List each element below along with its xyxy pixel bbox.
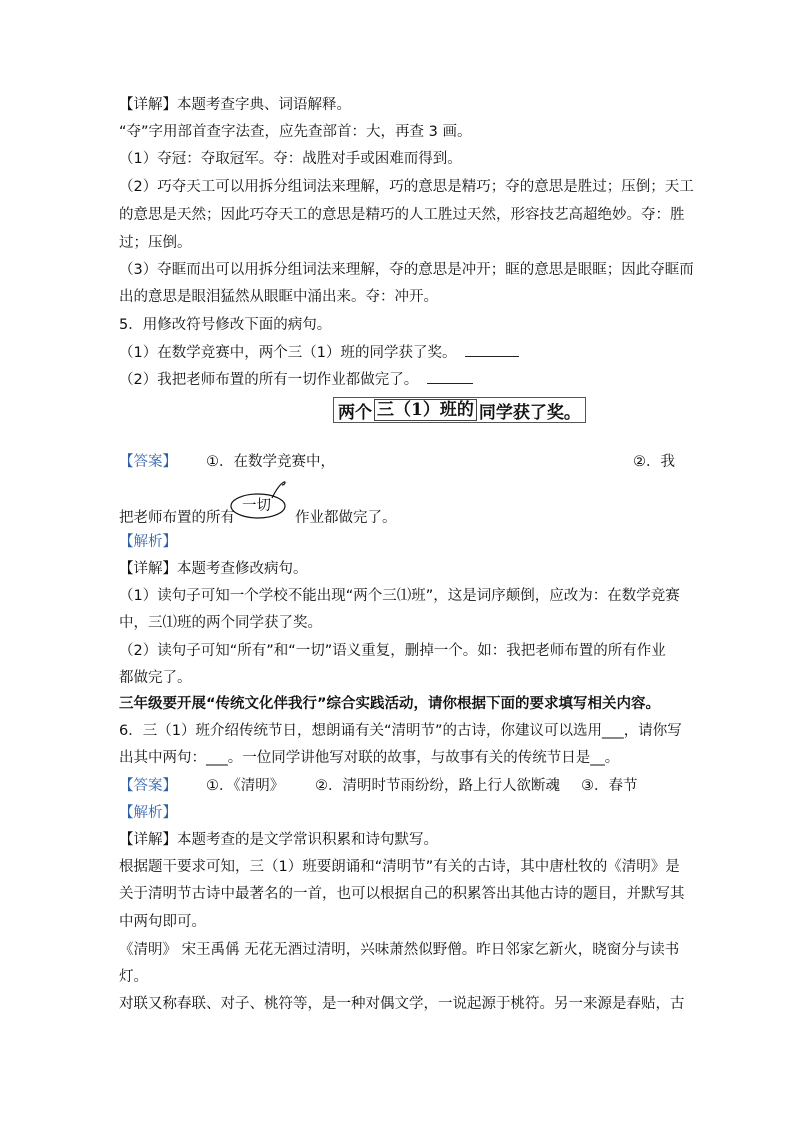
text-line: 对联又称春联、对子、桃符等，是一种对偶文学，一说起源于桃符。另一来源是春贴，古 [119,996,685,1012]
text-line: 【详解】本题考查字典、词语解释。 [119,97,351,113]
answer-text: 把老师布置的所有 [119,510,235,526]
text-line: 灯。 [119,969,148,985]
correction-figure [333,397,586,423]
answer-blank [465,342,519,357]
item-text: （1）在数学竞赛中，两个三（1）班的同学获了奖。 [119,345,457,361]
question-5-item-1 [119,342,519,363]
figure-text: 同学获了奖。 [478,402,581,423]
answer-item-1: ①．在数学竞赛中， [206,454,335,470]
answer-text: 作业都做完了。 [295,510,397,526]
circled-word: 一切 [242,498,271,514]
text-line: 过；压倒。 [119,235,192,251]
text-line: （1）读句子可知一个学校不能出现“两个三⑴班”，这是词序颠倒，应改为：在数学竞赛 [119,588,680,604]
question-5-item-2 [119,369,473,390]
text-line: 中两句即可。 [119,914,206,930]
text-line: 【详解】本题考查修改病句。 [119,561,308,577]
answer-item-2: ②．清明时节雨纷纷，路上行人欲断魂 [315,778,560,794]
text-line: 都做完了。 [119,670,192,686]
analysis-tag: 【解析】 [119,805,177,821]
section-heading: 三年级要开展“传统文化伴我行”综合实践活动，请你根据下面的要求填写相关内容。 [119,696,661,712]
answer-item-1: ①．《清明》 [206,778,285,794]
answer-5-line [119,452,675,472]
text-line: 的意思是天然；因此巧夺天工的意思是精巧的人工胜过天然，形容技艺高超绝妙。夺：胜 [119,207,685,223]
answer-blank [427,369,473,384]
text-line: 出的意思是眼泪猛然从眼眶中涌出来。夺：冲开。 [119,289,438,305]
answer-6-line [119,776,638,796]
text-line: （1）夺冠：夺取冠军。夺：战胜对手或困难而得到。 [119,151,462,167]
text-line: 【详解】本题考查的是文学常识积累和诗句默写。 [119,832,438,848]
question-6-line-2: 出其中两句：___。一位同学讲他写对联的故事，与故事有关的传统节日是__。 [119,750,620,766]
figure-boxed-text: 三（1）班的 [374,399,477,421]
answer-tag: 【答案】 [119,454,177,470]
text-line: 中，三⑴班的两个同学获了奖。 [119,615,322,631]
figure-text: 两个 [338,402,372,423]
answer-item-3: ③．春节 [581,778,638,794]
question-5-title: 5．用修改符号修改下面的病句。 [119,317,332,333]
text-line: （3）夺眶而出可以用拆分组词法来理解，夺的意思是冲开；眶的意思是眼眶；因此夺眶而 [119,262,694,278]
text-line: 关于清明节古诗中最著名的一首，也可以根据自己的积累答出其他古诗的题目，并默写其 [119,886,685,902]
text-line: 根据题干要求可知，三（1）班要朗诵和“清明节”有关的古诗，其中唐杜牧的《清明》是 [119,859,680,875]
text-line: （2）读句子可知“所有”和“一切”语义重复，删掉一个。如：我把老师布置的所有作业 [119,643,666,659]
item-text: （2）我把老师布置的所有一切作业都做完了。 [119,372,419,388]
text-line: 《清明》 宋王禹偁 无花无酒过清明，兴味萧然似野僧。昨日邻家乞新火，晓窗分与读书 [119,942,680,958]
text-line: “夺”字用部首查字法查，应先查部首：大，再查 3 画。 [119,124,472,140]
analysis-tag: 【解析】 [119,534,177,550]
deletion-mark [230,476,292,522]
answer-item-2: ②．我 [633,454,675,470]
question-6-line-1: 6．三（1）班介绍传统节日，想朗诵有关“清明节”的古诗，你建议可以选用___，请你写 [119,723,682,739]
answer-tag: 【答案】 [119,778,177,794]
text-line: （2）巧夺天工可以用拆分组词法来理解，巧的意思是精巧；夺的意思是胜过；压倒；天工 [119,179,694,195]
